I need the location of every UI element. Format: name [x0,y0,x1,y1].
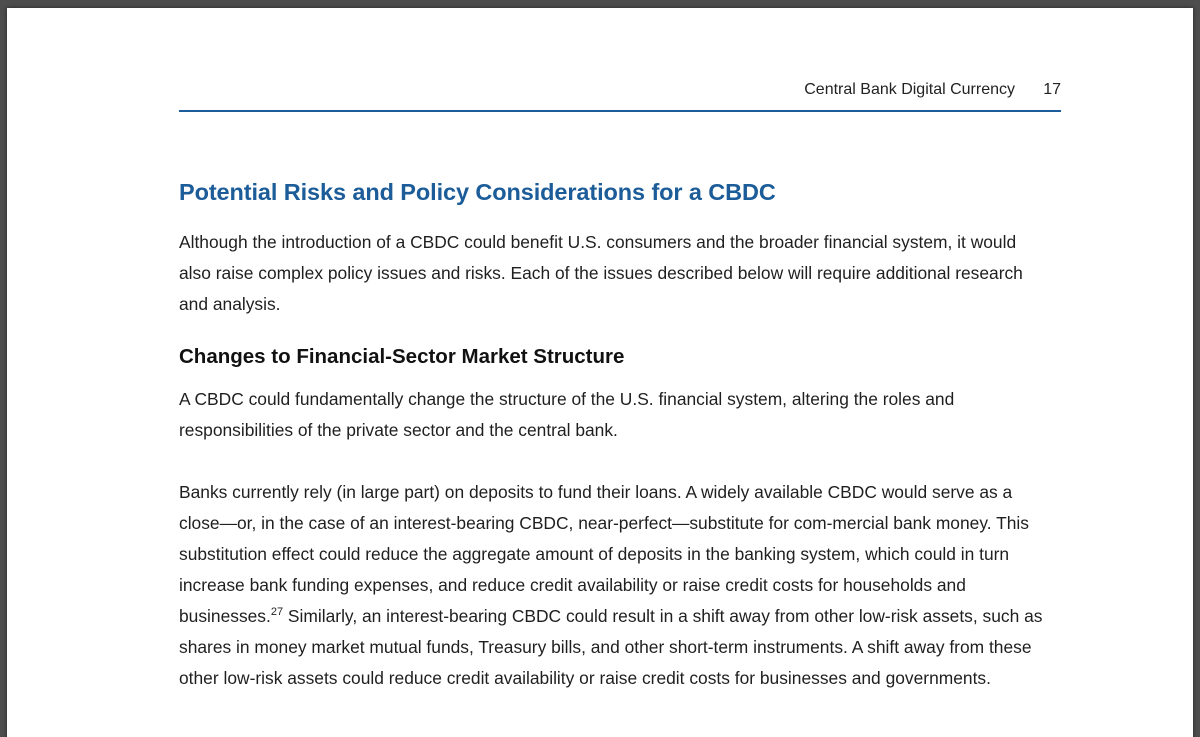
document-page [7,8,1193,737]
body-paragraph-1: A CBDC could fundamentally change the structure of the U.S. financial system, altering the roles and responsibilities of the private sector and the central bank. [179,389,955,440]
page-number: 17 [1043,81,1061,98]
body-paragraph-2-text-b: Similarly, an interest-bearing CBDC could result in a shift away from other low-risk assets, such as shares in money market mutual funds, Treasury bills, and other short-term instruments. A shift away from these other low-risk assets could reduce credit availability or raise credit costs for businesses and governments. [179,606,1043,688]
running-header [179,78,1061,112]
section-title: Potential Risks and Policy Considerations for a CBDC [179,179,776,205]
page-content [179,176,1049,694]
footnote-reference[interactable]: 27 [270,606,284,619]
body-paragraph-2-text-a: Banks currently rely (in large part) on deposits to fund their loans. A widely available CBDC would serve as a close—or, in the case of an interest-bearing CBDC, near-perfect—substitute for com-mercial bank money. This substitution effect could reduce the aggregate amount of deposits in the banking system, which could in turn increase bank funding expenses, and reduce credit availability or raise credit costs for households and businesses. [179,482,1029,626]
body-paragraph-2 [179,477,1049,694]
subsection-title: Changes to Financial-Sector Market Structure [179,345,625,368]
intro-paragraph: Although the introduction of a CBDC could benefit U.S. consumers and the broader financial system, it would also raise complex policy issues and risks. Each of the issues described below will require additional research and analysis. [179,232,1023,314]
header-title: Central Bank Digital Currency [804,81,1015,98]
